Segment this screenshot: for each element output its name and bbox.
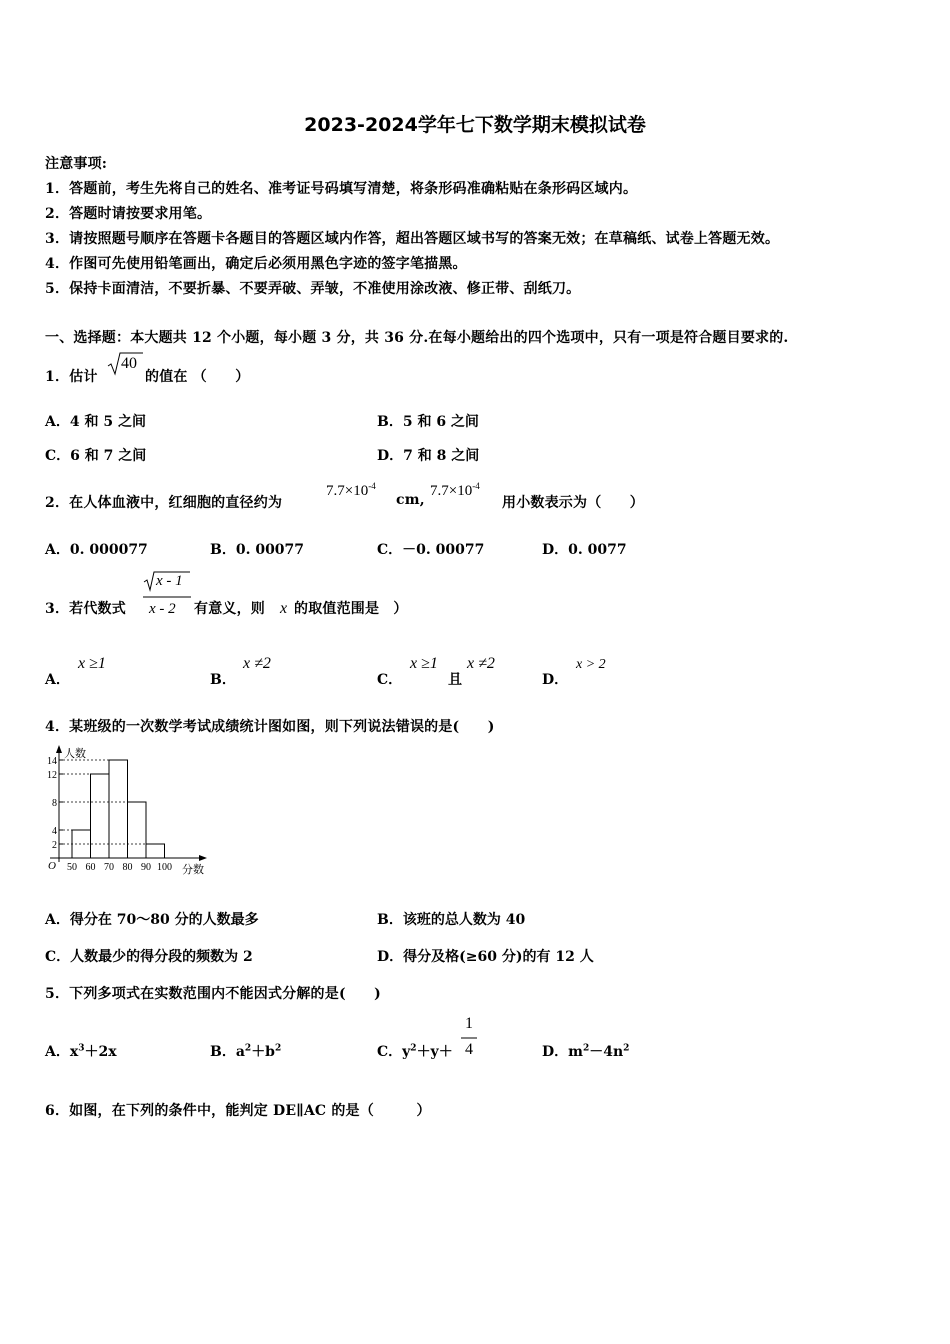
fraction-denominator: 4: [465, 1041, 473, 1058]
q3-option-c-and: 且: [448, 672, 462, 688]
y-axis-arrow: [56, 745, 62, 753]
q2-sci-notation-2: [430, 481, 480, 500]
q3-variable: x: [280, 600, 288, 617]
page-title: 2023-2024学年七下数学期末模拟试卷: [304, 114, 646, 136]
q1-option-a: A．4 和 5 之间: [45, 414, 146, 430]
sci-mantissa: 7.7×10: [326, 483, 369, 499]
y-tick-label: 2: [52, 840, 57, 851]
q2-option-d: D．0. 0077: [542, 542, 627, 558]
exponent: 2: [623, 1043, 630, 1054]
x-tick-label: 50: [67, 862, 77, 873]
q1-option-b: B．5 和 6 之间: [377, 414, 479, 430]
q3-option-b-label: B．: [210, 672, 236, 688]
exponent: 3: [78, 1043, 85, 1054]
x-tick-label: 100: [157, 862, 172, 873]
q3-option-d-expr: x > 2: [576, 657, 606, 672]
y-tick-label: 14: [47, 756, 57, 767]
histogram-bar: [109, 760, 128, 858]
term: a: [235, 1044, 245, 1060]
q1-option-d: D．7 和 8 之间: [377, 448, 480, 464]
y-tick-label: 8: [52, 798, 57, 809]
q5-option-d: [542, 1041, 629, 1061]
q3-option-c-expr2: x ≠2: [467, 655, 495, 672]
q5-option-a: [45, 1041, 117, 1061]
histogram-bar: [146, 844, 165, 858]
score-histogram: [42, 743, 217, 877]
q4-option-a: A．得分在 70～80 分的人数最多: [45, 912, 259, 928]
q2-prefix: 2．在人体血液中，红细胞的直径约为: [45, 495, 283, 511]
q3-suffix: 的取值范围是 ）: [294, 601, 408, 617]
q3-option-a-label: A．: [45, 672, 70, 688]
x-axis-arrow: [199, 855, 207, 861]
fraction-numerator: 1: [465, 1015, 473, 1032]
q3-option-d-label: D．: [542, 672, 569, 688]
x-tick-label: 60: [85, 862, 96, 873]
q2-option-a: A．0. 000077: [45, 542, 148, 558]
section-heading: 一、选择题：本大题共 12 个小题，每小题 3 分，共 36 分.在每小题给出的四个选项中，只有一项是符合题目要求的.: [45, 330, 789, 346]
q5-option-c-fraction: [461, 1015, 477, 1063]
term: ＋2x: [84, 1044, 117, 1060]
q5-option-b: [210, 1041, 281, 1061]
term: x: [69, 1044, 79, 1060]
term: －4n: [589, 1044, 624, 1060]
notice-heading: 注意事项:: [45, 156, 108, 172]
q6-text: 6．如图，在下列的条件中，能判定 DE∥AC 的是（ ）: [45, 1103, 431, 1119]
option-label: B．: [210, 1044, 236, 1060]
sci-exponent: -4: [368, 481, 376, 491]
notice-item: 4．作图可先使用铅笔画出，确定后必须用黑色字迹的签字笔描黑。: [45, 256, 467, 272]
notice-item: 1．答题前，考生先将自己的姓名、准考证号码填写清楚，将条形码准确粘贴在条形码区域内。: [45, 181, 638, 197]
x-tick-label: 80: [122, 862, 133, 873]
q4-option-c: C．人数最少的得分段的频数为 2: [45, 949, 253, 965]
histogram-bar: [128, 802, 147, 858]
term: y: [402, 1044, 411, 1060]
q1-suffix: 的值在 （ ）: [145, 369, 250, 385]
x-tick-label: 90: [141, 862, 151, 873]
q3-option-c-label: C．: [377, 672, 403, 688]
exponent: 2: [410, 1043, 417, 1054]
q2-option-c: C．－0. 00077: [377, 542, 485, 558]
q5-option-c: [377, 1041, 453, 1061]
q2-unit: cm,: [396, 492, 425, 508]
notice-item: 3．请按照题号顺序在答题卡各题目的答题区域内作答，超出答题区域书写的答案无效；在草稿纸、试卷上答题无效。: [45, 231, 780, 247]
sci-mantissa: 7.7×10: [430, 483, 473, 499]
chart-layer: [47, 745, 207, 876]
q3-option-c-expr1: x ≥1: [410, 655, 438, 672]
x-tick-label: 70: [104, 862, 114, 873]
notice-item: 5．保持卡面清洁，不要折暴、不要弄破、弄皱，不准使用涂改液、修正带、刮纸刀。: [45, 281, 581, 297]
option-label: D．: [542, 1044, 569, 1060]
sci-exponent: -4: [472, 481, 480, 491]
q4-option-d: D．得分及格(≥60 分)的有 12 人: [377, 949, 594, 965]
histogram-bar: [91, 774, 110, 858]
fraction-denominator: x - 2: [149, 601, 176, 617]
exponent: 2: [582, 1043, 590, 1054]
q2-option-b: B．0. 00077: [210, 542, 305, 558]
option-label: A．: [45, 1044, 70, 1060]
y-tick-label: 4: [52, 826, 57, 837]
q2-suffix: 用小数表示为（ ）: [502, 495, 644, 511]
option-label: C．: [377, 1044, 403, 1060]
q1-option-c: C．6 和 7 之间: [45, 448, 147, 464]
radicand: 40: [121, 355, 137, 372]
q5-text: 5．下列多项式在实数范围内不能因式分解的是( ): [45, 986, 381, 1002]
y-tick-label: 12: [47, 770, 57, 781]
q3-middle: 有意义，则: [194, 601, 265, 617]
exponent: 2: [244, 1043, 252, 1054]
term: m: [568, 1044, 583, 1060]
sqrt-40: [107, 350, 143, 382]
term: ＋y＋: [416, 1044, 453, 1060]
q2-sci-notation: [326, 481, 376, 500]
q3-prefix: 3．若代数式: [45, 601, 126, 617]
x-axis-label: 分数: [182, 863, 204, 876]
q4-text: 4．某班级的一次数学考试成绩统计图如图，则下列说法错误的是( ): [45, 719, 495, 735]
term: ＋b: [251, 1044, 275, 1060]
origin-label: O: [48, 860, 56, 872]
q4-option-b: B．该班的总人数为 40: [377, 912, 526, 928]
q3-option-a-expr: x ≥1: [78, 655, 106, 672]
y-axis-label: 人数: [64, 747, 86, 760]
q3-option-b-expr: x ≠2: [243, 655, 271, 672]
notice-item: 2．答题时请按要求用笔。: [45, 206, 212, 222]
fraction-numerator: x - 1: [156, 573, 183, 589]
exponent: 2: [274, 1043, 282, 1054]
q1-prefix: 1．估计: [45, 369, 98, 385]
fraction-bar: [461, 1037, 477, 1039]
q3-fraction: [142, 570, 192, 624]
